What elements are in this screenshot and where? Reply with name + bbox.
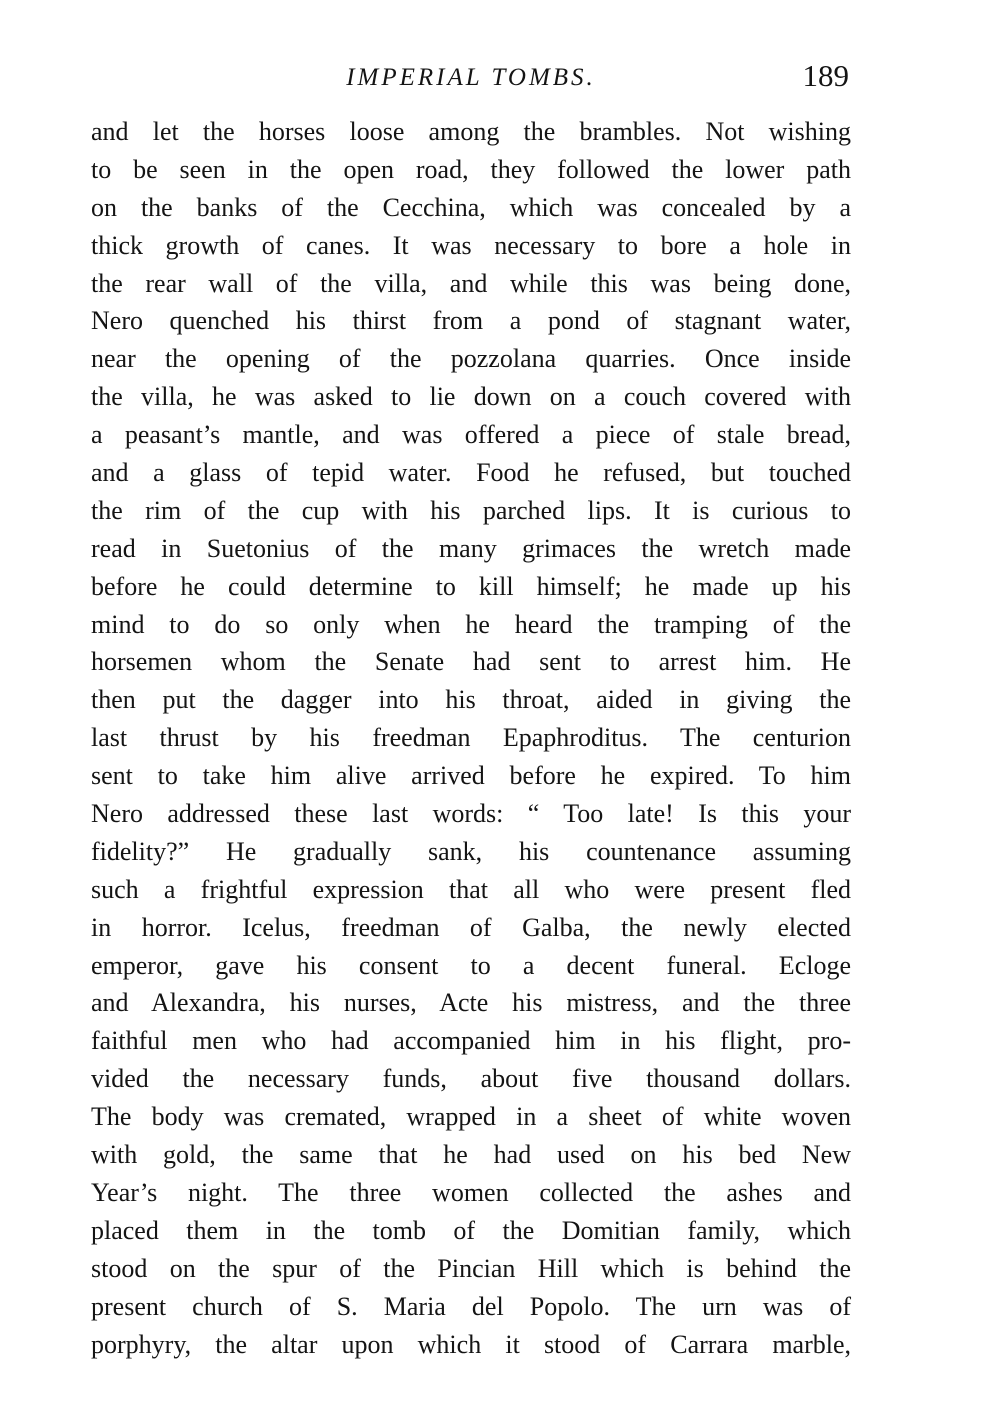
text-line: then put the dagger into his throat, aided in giving the [91,685,851,715]
text-line: fidelity?” He gradually sank, his countenance assuming [91,836,851,866]
text-line: mind to do so only when he heard the tramping of the [91,609,851,639]
text-line: on the banks of the Cecchina, which was concealed by a [91,192,851,222]
text-line: Nero quenched his thirst from a pond of stagnant water, [91,306,851,336]
text-line: Nero addressed these last words: “ Too late! Is this your [91,799,851,829]
text-line: present church of S. Maria del Popolo. The urn was of [91,1291,851,1321]
text-line: vided the necessary funds, about five thousand dollars. [91,1064,851,1094]
text-line: placed them in the tomb of the Domitian family, which [91,1215,851,1245]
text-line: near the opening of the pozzolana quarries. Once inside [91,344,851,374]
text-line: and a glass of tepid water. Food he refused, but touched [91,458,851,488]
text-line: to be seen in the open road, they followed the lower path [91,154,851,184]
text-line: and let the horses loose among the brambles. Not wishing [91,117,851,146]
text-line: and Alexandra, his nurses, Acte his mistress, and the three [91,988,851,1018]
text-line: sent to take him alive arrived before he expired. To him [91,761,851,791]
text-line: Year’s night. The three women collected the ashes and [91,1177,851,1207]
text-line: emperor, gave his consent to a decent funeral. Ecloge [91,950,851,980]
text-line: stood on the spur of the Pincian Hill which is behind the [91,1253,851,1283]
text-line: with gold, the same that he had used on his bed New [91,1140,851,1170]
text-line: read in Suetonius of the many grimaces the wretch made [91,533,851,563]
text-line: thick growth of canes. It was necessary to bore a hole in [91,230,851,260]
running-head-title: IMPERIAL TOMBS. [346,64,596,91]
text-line: the rim of the cup with his parched lips. It is curious to [91,495,851,525]
text-line: in horror. Icelus, freedman of Galba, the newly elected [91,912,851,942]
text-line: last thrust by his freedman Epaphroditus. The centurion [91,723,851,753]
running-head [91,58,851,98]
text-line: The body was cremated, wrapped in a sheet of white woven [91,1102,851,1132]
text-line: a peasant’s mantle, and was offered a piece of stale bread, [91,420,851,450]
text-line: the villa, he was asked to lie down on a couch covered with [91,382,851,412]
text-line: such a frightful expression that all who were present fled [91,874,851,904]
text-line: faithful men who had accompanied him in his flight, pro- [91,1026,851,1056]
text-line: horsemen whom the Senate had sent to arrest him. He [91,647,851,677]
text-line: before he could determine to kill himself; he made up his [91,571,851,601]
text-line: porphyry, the altar upon which it stood of Carrara marble, [91,1329,851,1359]
body-text [91,113,851,1363]
text-line: the rear wall of the villa, and while this was being done, [91,268,851,298]
page-number: 189 [802,58,849,93]
